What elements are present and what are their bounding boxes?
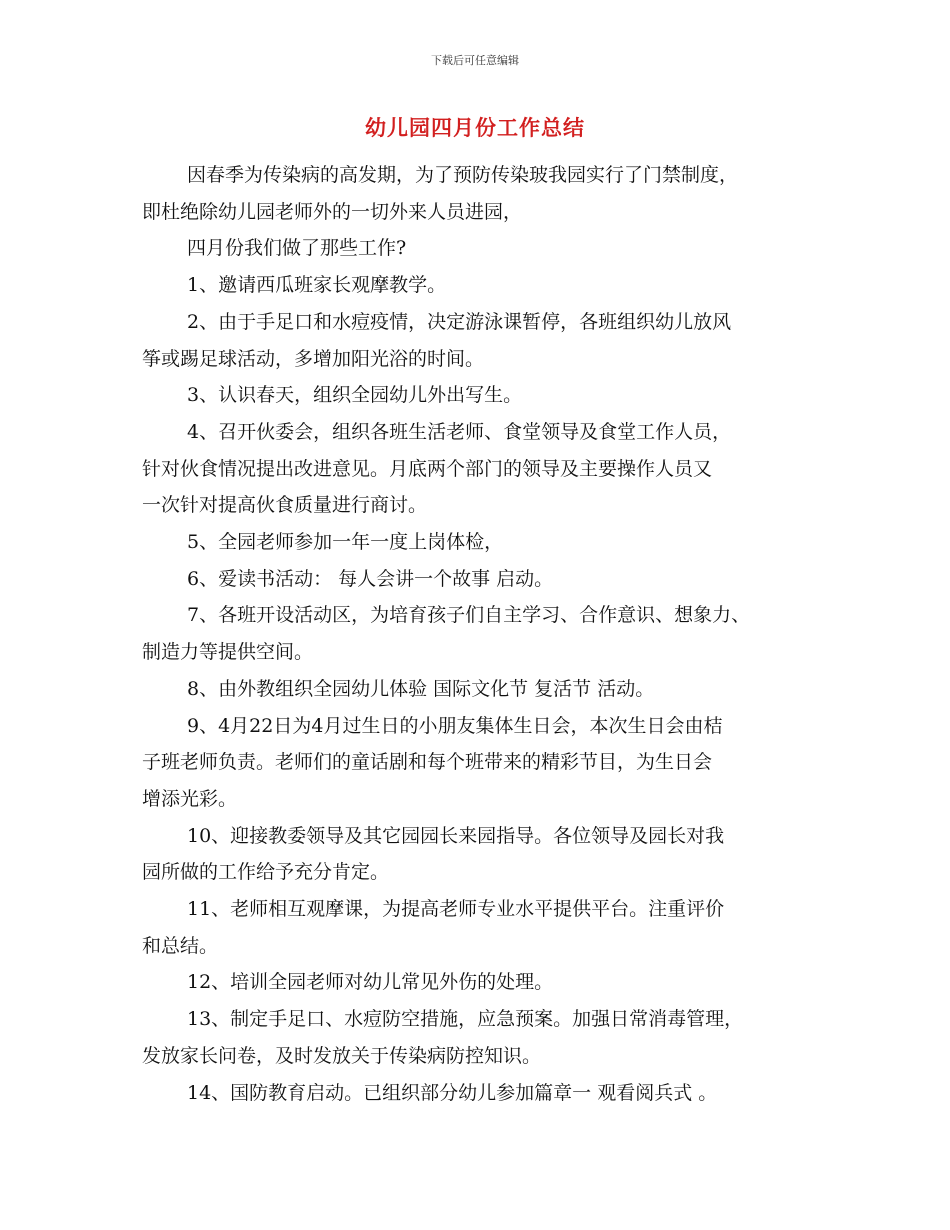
- text-line: 四月份我们做了那些工作?: [187, 237, 407, 260]
- text-line: 6、爱读书活动： 每人会讲一个故事 启动。: [187, 567, 554, 590]
- text-line: 针对伙食情况提出改进意见。月底两个部门的领导及主要操作人员又: [142, 457, 713, 480]
- text-line: 制造力等提供空间。: [142, 641, 314, 664]
- text-line: 1、邀请西瓜班家长观摩教学。: [187, 274, 447, 297]
- document-title: 幼儿园四月份工作总结: [365, 116, 585, 140]
- text-line: 10、迎接教委领导及其它园园长来园指导。各位领导及园长对我: [187, 824, 725, 847]
- text-line: 11、老师相互观摩课，为提高老师专业水平提供平台。注重评价: [187, 898, 725, 921]
- text-line: 园所做的工作给予充分肯定。: [142, 861, 390, 884]
- text-line: 8、由外教组织全园幼儿体验 国际文化节 复活节 活动。: [187, 677, 655, 700]
- text-line: 7、各班开设活动区，为培育孩子们自主学习、合作意识、想象力、: [187, 604, 751, 627]
- text-line: 9、4月22日为4月过生日的小朋友集体生日会，本次生日会由桔: [187, 714, 723, 737]
- text-line: 4、召开伙委会，组织各班生活老师、食堂领导及食堂工作人员，: [187, 420, 732, 443]
- document-body: [142, 157, 842, 1111]
- text-line: 5、全园老师参加一年一度上岗体检，: [187, 531, 504, 554]
- text-line: 发放家长问卷，及时发放关于传染病防控知识。: [142, 1044, 542, 1067]
- text-line: 13、制定手足口、水痘防空措施，应急预案。加强日常消毒管理，: [187, 1008, 744, 1031]
- text-line: 一次针对提高伙食质量进行商讨。: [142, 494, 428, 517]
- text-line: 即杜绝除幼儿园老师外的一切外来人员进园，: [142, 200, 523, 223]
- text-line: 筝或踢足球活动，多增加阳光浴的时间。: [142, 347, 485, 370]
- text-line: 和总结。: [142, 934, 219, 957]
- text-line: 子班老师负责。老师们的童话剧和每个班带来的精彩节目，为生日会: [142, 751, 713, 774]
- text-line: 2、由于手足口和水痘疫情，决定游泳课暂停，各班组织幼儿放风: [187, 310, 732, 333]
- text-line: 因春季为传染病的高发期，为了预防传染玻我园实行了门禁制度，: [187, 164, 739, 186]
- text-line: 14、国防教育启动。已组织部分幼儿参加篇章一 观看阅兵式 。: [187, 1081, 718, 1104]
- text-line: 3、认识春天，组织全园幼儿外出写生。: [187, 384, 523, 407]
- header-note: 下载后可任意编辑: [431, 54, 519, 67]
- text-line: 12、培训全园老师对幼儿常见外伤的处理。: [187, 971, 554, 994]
- text-line: 增添光彩。: [142, 787, 238, 810]
